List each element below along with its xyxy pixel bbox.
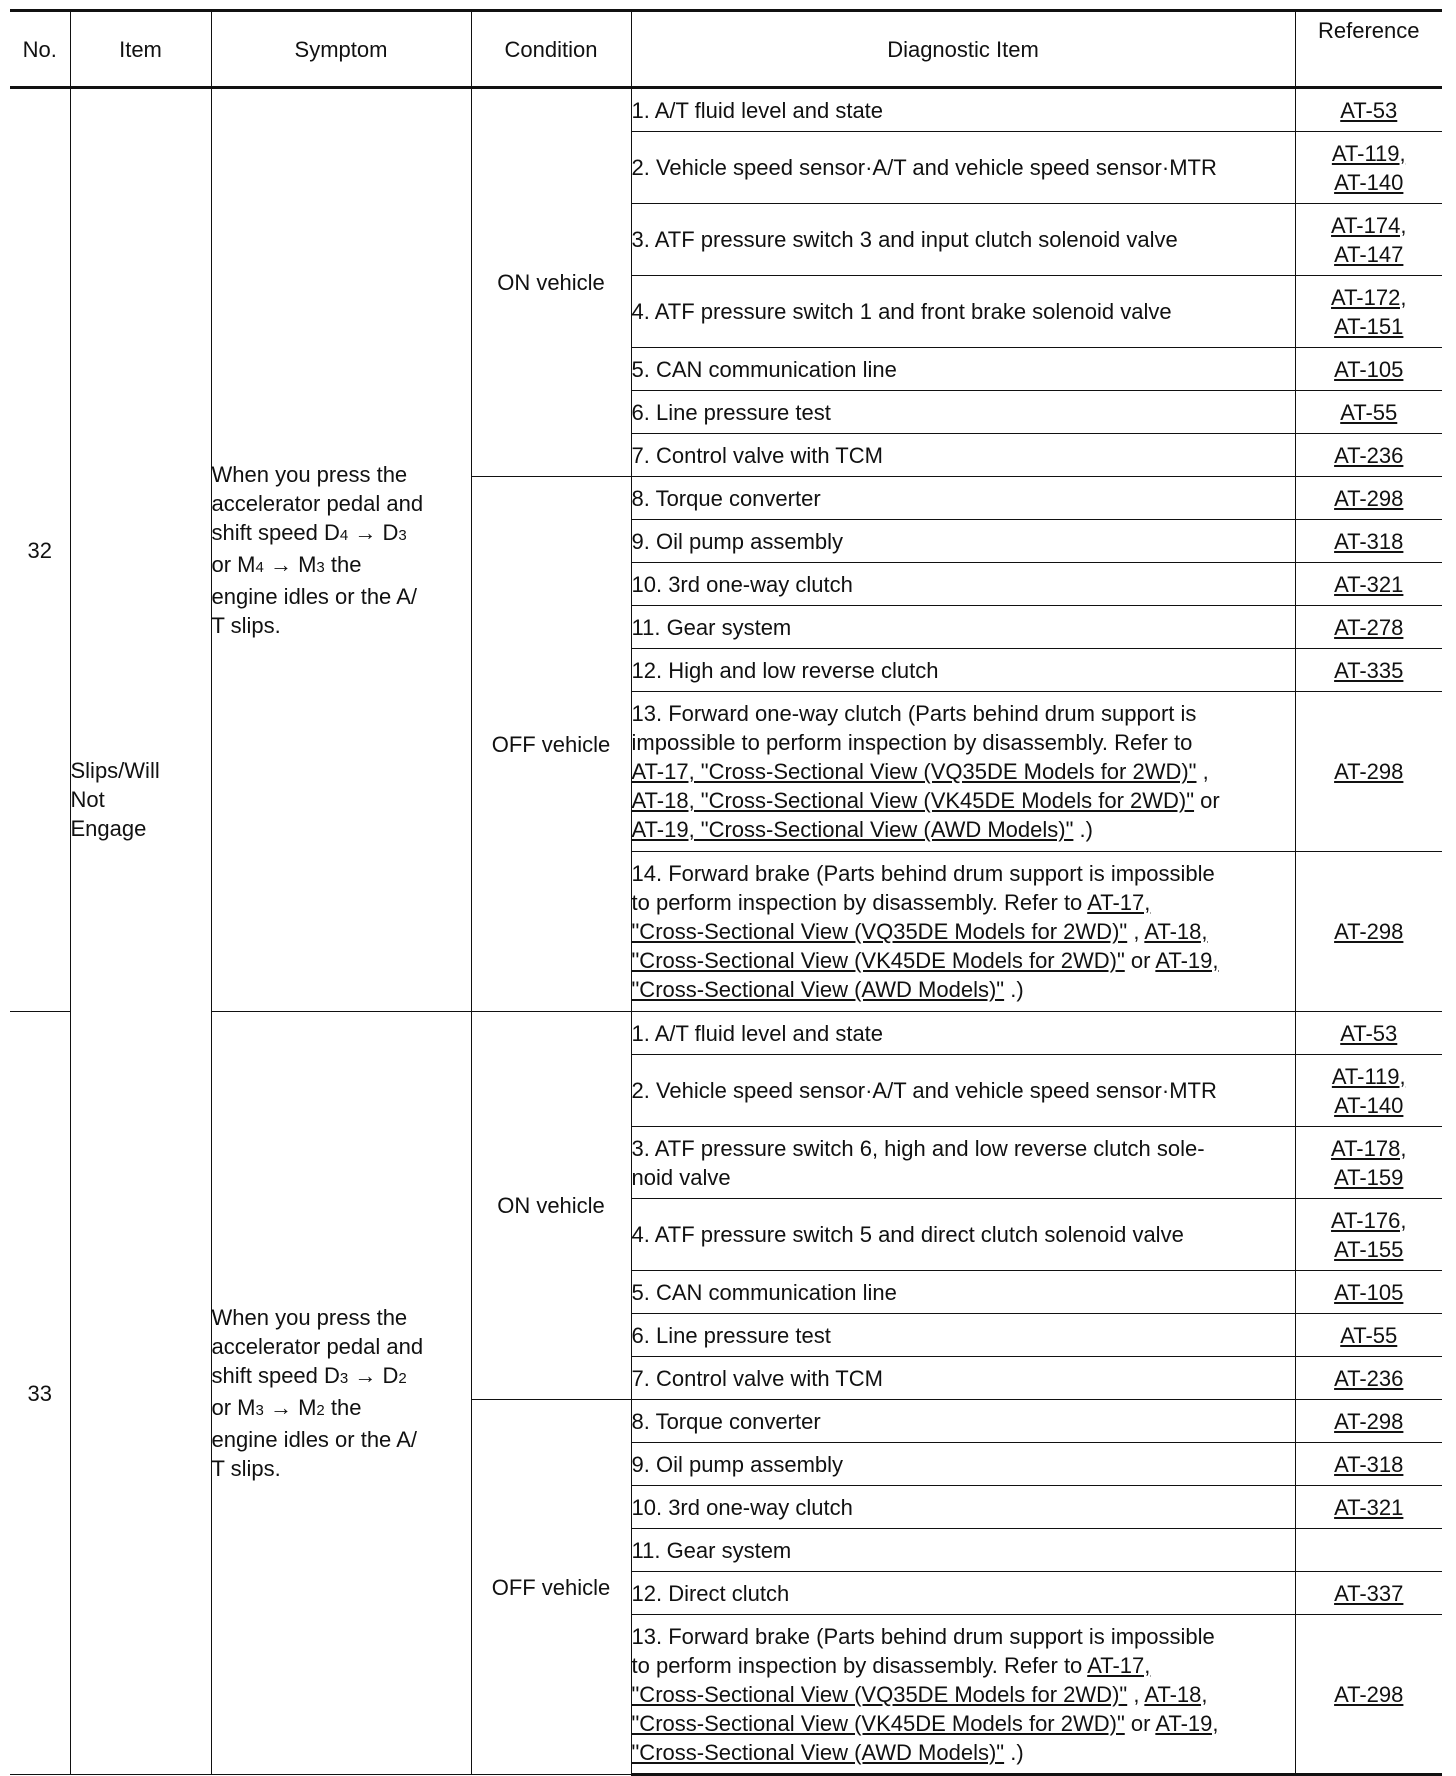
header-condition: Condition — [471, 11, 631, 88]
table-row — [10, 1012, 1442, 1055]
reference-link[interactable]: AT-151 — [1334, 313, 1404, 339]
reference-cell — [1295, 563, 1442, 606]
reference-link[interactable]: AT-236 — [1334, 442, 1404, 468]
reference-cell — [1295, 348, 1442, 391]
cross-section-link[interactable]: "Cross-Sectional View (AWD Models)" — [631, 1739, 1005, 1765]
diagnostic-item: 12. Direct clutch — [631, 1572, 1295, 1615]
reference-link[interactable]: AT-298 — [1334, 1681, 1404, 1707]
reference-cell — [1295, 1529, 1442, 1572]
reference-cell — [1295, 1127, 1442, 1199]
diagnostic-item: 6. Line pressure test — [631, 1314, 1295, 1357]
condition-on-vehicle-32: ON vehicle — [471, 88, 631, 477]
condition-off-vehicle-32: OFF vehicle — [471, 477, 631, 1012]
reference-link[interactable]: AT-321 — [1334, 1494, 1404, 1520]
row-number-33: 33 — [10, 1012, 70, 1775]
diagnostic-item: 11. Gear system — [631, 606, 1295, 649]
diagnostic-item-long: 13. Forward one-way clutch (Parts behind drum support is impossible to perform inspection by disassembly. Refer to AT-17, "Cross-Sectional View (VQ35DE Models for 2WD)" , AT-18, "Cross-Sectional View (VK45DE Models for 2WD)" or AT-19, "Cross-Sectional View (AWD Models)" .) — [631, 692, 1295, 852]
reference-cell — [1295, 649, 1442, 692]
reference-link[interactable]: AT-335 — [1334, 657, 1404, 683]
diagnostic-item: 4. ATF pressure switch 5 and direct clutch solenoid valve — [631, 1199, 1295, 1271]
diagnostic-item: 4. ATF pressure switch 1 and front brake solenoid valve — [631, 276, 1295, 348]
reference-link[interactable]: AT-178, — [1331, 1135, 1407, 1161]
reference-cell — [1295, 276, 1442, 348]
header-reference: Reference — [1295, 11, 1442, 88]
reference-cell — [1295, 88, 1442, 132]
symptom-33: When you press the accelerator pedal and shift speed D3 → D2 or M3 → M2 the engine idles or the A/ T slips. — [211, 1012, 471, 1775]
reference-link[interactable]: AT-318 — [1334, 528, 1404, 554]
diagnostic-item: 12. High and low reverse clutch — [631, 649, 1295, 692]
diagnostic-item: 11. Gear system — [631, 1529, 1295, 1572]
cross-section-link[interactable]: AT-18, — [1144, 919, 1208, 944]
reference-cell — [1295, 692, 1442, 852]
condition-on-vehicle-33: ON vehicle — [471, 1012, 631, 1400]
diagnostic-table — [10, 9, 1442, 1776]
reference-cell — [1295, 1271, 1442, 1314]
diagnostic-item: 5. CAN communication line — [631, 1271, 1295, 1314]
cross-section-link[interactable]: AT-17, "Cross-Sectional View (VQ35DE Models for 2WD)" — [631, 759, 1197, 784]
reference-link[interactable]: AT-318 — [1334, 1451, 1404, 1477]
reference-link[interactable]: AT-236 — [1334, 1365, 1404, 1391]
reference-link[interactable]: AT-53 — [1340, 1020, 1398, 1046]
diagnostic-item: 6. Line pressure test — [631, 391, 1295, 434]
diagnostic-item: 3. ATF pressure switch 6, high and low reverse clutch sole- noid valve — [631, 1127, 1295, 1199]
diagnostic-item: 7. Control valve with TCM — [631, 1357, 1295, 1400]
reference-cell — [1295, 1615, 1442, 1775]
header-row — [10, 11, 1442, 88]
diagnostic-item: 7. Control valve with TCM — [631, 434, 1295, 477]
reference-link[interactable]: AT-53 — [1340, 97, 1398, 123]
reference-link[interactable]: AT-105 — [1334, 356, 1404, 382]
cross-section-link[interactable]: "Cross-Sectional View (VQ35DE Models for 2WD)" — [631, 1681, 1128, 1707]
diagnostic-item: 8. Torque converter — [631, 1400, 1295, 1443]
cross-section-link[interactable]: AT-18, "Cross-Sectional View (VK45DE Models for 2WD)" — [631, 788, 1195, 813]
reference-cell — [1295, 477, 1442, 520]
reference-link[interactable]: AT-119, — [1331, 1063, 1406, 1089]
header-no: No. — [10, 11, 70, 88]
diagnostic-item: 1. A/T fluid level and state — [631, 1012, 1295, 1055]
reference-link[interactable]: AT-298 — [1334, 1408, 1404, 1434]
reference-link[interactable]: AT-159 — [1334, 1164, 1404, 1190]
reference-cell — [1295, 520, 1442, 563]
reference-cell — [1295, 434, 1442, 477]
reference-link[interactable]: AT-155 — [1334, 1236, 1404, 1262]
item-cell: Slips/Will Not Engage — [70, 88, 211, 1775]
reference-link[interactable]: AT-55 — [1340, 1322, 1398, 1348]
header-item: Item — [70, 11, 211, 88]
reference-link[interactable]: AT-147 — [1334, 241, 1404, 267]
diagnostic-item: 9. Oil pump assembly — [631, 520, 1295, 563]
reference-cell — [1295, 1443, 1442, 1486]
cross-section-link[interactable]: AT-19, — [1155, 948, 1219, 973]
diagnostic-item: 1. A/T fluid level and state — [631, 88, 1295, 132]
reference-link[interactable]: AT-172, — [1331, 284, 1407, 310]
cross-section-link[interactable]: AT-19, "Cross-Sectional View (AWD Models)" — [631, 817, 1074, 842]
diagnostic-item: 2. Vehicle speed sensor·A/T and vehicle speed sensor·MTR — [631, 1055, 1295, 1127]
reference-link[interactable]: AT-298 — [1334, 759, 1404, 784]
reference-link[interactable]: AT-298 — [1334, 919, 1404, 944]
reference-link[interactable]: AT-140 — [1334, 169, 1404, 195]
cross-section-link[interactable]: AT-18, — [1144, 1681, 1208, 1707]
reference-cell — [1295, 391, 1442, 434]
reference-cell — [1295, 1486, 1442, 1529]
diagnostic-item-long: 14. Forward brake (Parts behind drum support is impossible to perform inspection by disassembly. Refer to AT-17, "Cross-Sectional View (VQ35DE Models for 2WD)" , AT-18, "Cross-Sectional View (VK45DE Models for 2WD)" or AT-19, "Cross-Sectional View (AWD Models)" .) — [631, 852, 1295, 1012]
diagnostic-item: 8. Torque converter — [631, 477, 1295, 520]
header-diagnostic-item: Diagnostic Item — [631, 11, 1295, 88]
reference-cell — [1295, 1055, 1442, 1127]
reference-link[interactable]: AT-140 — [1334, 1092, 1404, 1118]
reference-cell — [1295, 852, 1442, 1012]
reference-cell — [1295, 204, 1442, 276]
diagnostic-item-long: 13. Forward brake (Parts behind drum support is impossible to perform inspection by disassembly. Refer to AT-17, "Cross-Sectional View (VQ35DE Models for 2WD)" , AT-18, "Cross-Sectional View (VK45DE Models for 2WD)" or AT-19, "Cross-Sectional View (AWD Models)" .) — [631, 1615, 1295, 1775]
diagnostic-item: 5. CAN communication line — [631, 348, 1295, 391]
symptom-32: When you press the accelerator pedal and shift speed D4 → D3 or M4 → M3 the engine idles or the A/ T slips. — [211, 88, 471, 1012]
reference-cell — [1295, 1012, 1442, 1055]
reference-link[interactable]: AT-174, — [1331, 212, 1407, 238]
cross-section-link[interactable]: "Cross-Sectional View (VK45DE Models for 2WD)" — [631, 948, 1125, 973]
reference-cell — [1295, 132, 1442, 204]
reference-link[interactable]: AT-119, — [1331, 140, 1406, 166]
reference-cell — [1295, 1400, 1442, 1443]
cross-section-link[interactable]: "Cross-Sectional View (VQ35DE Models for 2WD)" — [631, 919, 1128, 944]
cross-section-link[interactable]: AT-19, — [1155, 1710, 1219, 1736]
reference-cell — [1295, 1572, 1442, 1615]
reference-link[interactable]: AT-176, — [1331, 1207, 1407, 1233]
reference-link[interactable]: AT-278 — [1334, 614, 1404, 640]
reference-cell — [1295, 606, 1442, 649]
diagnostic-item: 2. Vehicle speed sensor·A/T and vehicle speed sensor·MTR — [631, 132, 1295, 204]
diagnostic-item: 10. 3rd one-way clutch — [631, 1486, 1295, 1529]
cross-section-link[interactable]: "Cross-Sectional View (AWD Models)" — [631, 977, 1005, 1002]
diagnostic-item: 3. ATF pressure switch 3 and input clutch solenoid valve — [631, 204, 1295, 276]
cross-section-link[interactable]: AT-17, — [1087, 890, 1151, 915]
reference-link[interactable]: AT-298 — [1334, 485, 1404, 511]
reference-cell — [1295, 1199, 1442, 1271]
diagnostic-item: 9. Oil pump assembly — [631, 1443, 1295, 1486]
reference-cell — [1295, 1357, 1442, 1400]
reference-link[interactable]: AT-105 — [1334, 1279, 1404, 1305]
header-symptom: Symptom — [211, 11, 471, 88]
table-row — [10, 88, 1442, 132]
reference-link[interactable]: AT-55 — [1340, 399, 1398, 425]
reference-link[interactable]: AT-321 — [1334, 571, 1404, 597]
cross-section-link[interactable]: "Cross-Sectional View (VK45DE Models for 2WD)" — [631, 1710, 1125, 1736]
diagnostic-item: 10. 3rd one-way clutch — [631, 563, 1295, 606]
reference-link[interactable]: AT-337 — [1334, 1580, 1404, 1606]
reference-cell — [1295, 1314, 1442, 1357]
cross-section-link[interactable]: AT-17, — [1087, 1652, 1151, 1678]
row-number-32: 32 — [10, 88, 70, 1012]
condition-off-vehicle-33: OFF vehicle — [471, 1400, 631, 1775]
